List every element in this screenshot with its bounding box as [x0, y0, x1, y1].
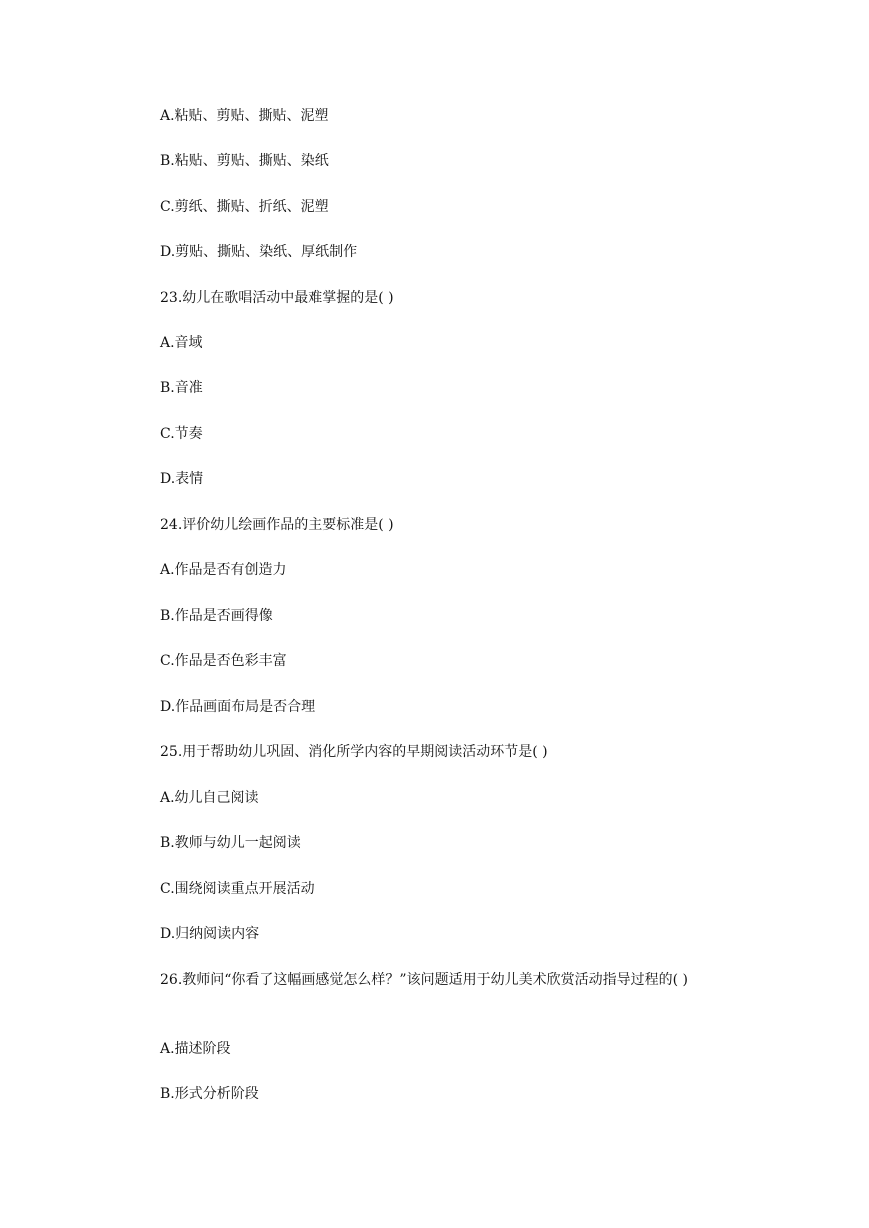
q26-stem: 26.教师问“你看了这幅画感觉怎么样？”该问题适用于幼儿美术欣赏活动指导过程的( ) — [160, 972, 688, 988]
q24-option-b: B.作品是否画得像 — [160, 608, 273, 624]
q22-option-a: A.粘贴、剪贴、撕贴、泥塑 — [160, 108, 329, 124]
q23-stem: 23.幼儿在歌唱活动中最难掌握的是( ) — [160, 290, 394, 306]
q24-stem: 24.评价幼儿绘画作品的主要标准是( ) — [160, 517, 394, 533]
q25-stem: 25.用于帮助幼儿巩固、消化所学内容的早期阅读活动环节是( ) — [160, 744, 548, 760]
q25-option-a: A.幼儿自己阅读 — [160, 790, 259, 806]
q26-option-b: B.形式分析阶段 — [160, 1086, 259, 1102]
q25-option-b: B.教师与幼儿一起阅读 — [160, 835, 301, 851]
q22-option-c: C.剪纸、撕贴、折纸、泥塑 — [160, 199, 329, 215]
q23-option-c: C.节奏 — [160, 426, 203, 442]
q22-option-d: D.剪贴、撕贴、染纸、厚纸制作 — [160, 244, 358, 260]
q26-option-a: A.描述阶段 — [160, 1041, 231, 1057]
q23-option-b: B.音准 — [160, 380, 203, 396]
q24-option-d: D.作品画面布局是否合理 — [160, 699, 316, 715]
q25-option-c: C.围绕阅读重点开展活动 — [160, 881, 315, 897]
q25-option-d: D.归纳阅读内容 — [160, 926, 260, 942]
q24-option-a: A.作品是否有创造力 — [160, 562, 287, 578]
q22-option-b: B.粘贴、剪贴、撕贴、染纸 — [160, 153, 329, 169]
q24-option-c: C.作品是否色彩丰富 — [160, 653, 287, 669]
q23-option-d: D.表情 — [160, 471, 204, 487]
q23-option-a: A.音域 — [160, 335, 203, 351]
